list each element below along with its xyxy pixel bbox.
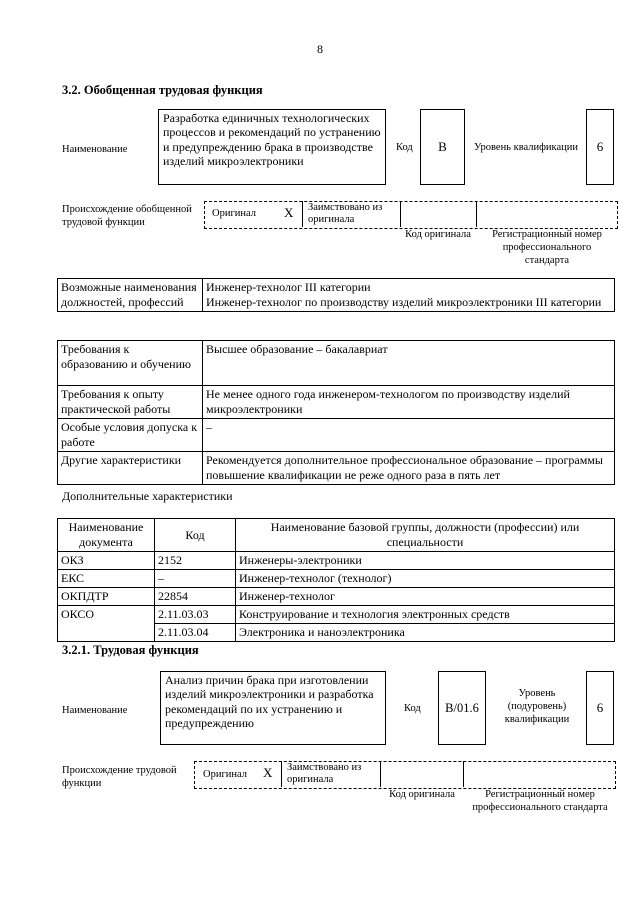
position-line: Инженер-технолог III категории	[206, 280, 371, 294]
original-label: Оригинал	[212, 208, 256, 219]
code-value: B/01.6	[445, 700, 479, 715]
level-value-box	[586, 671, 614, 745]
subsection-heading: 3.2.1. Трудовая функция	[62, 643, 199, 657]
positions-table	[57, 278, 615, 312]
requirement-value: Высшее образование – бакалавриат	[203, 341, 615, 386]
requirement-label: Требования к опыту практической работы	[58, 386, 203, 419]
requirement-label: Другие характеристики	[58, 452, 203, 485]
level-value: 6	[596, 139, 604, 154]
code-value-box	[438, 671, 486, 745]
divider	[476, 201, 477, 227]
borrowed-label: Заимствовано из оригинала	[308, 202, 383, 226]
positions-value	[203, 279, 615, 312]
function-name-text: Анализ причин брака при изготовлении изделий микроэлектроники и разработка рекомендаций по их устранению и предупреждению	[165, 673, 374, 731]
table-row	[58, 519, 615, 552]
cell-doc	[58, 624, 155, 642]
cell-name: Конструирование и технология электронных средств	[236, 606, 615, 624]
level-label: Уровень квалификации	[474, 142, 579, 153]
header-name: Наименование базовой группы, должности (профессии) или специальности	[236, 519, 615, 552]
origin-row	[194, 761, 616, 789]
additional-title: Дополнительные характеристики	[62, 489, 233, 503]
header-document: Наименование документа	[58, 519, 155, 552]
page-number: 8	[317, 42, 323, 56]
requirements-table	[57, 340, 615, 485]
cell-code: 2.11.03.04	[155, 624, 236, 642]
requirement-value: Не менее одного года инженером-технологом по производству изделий микроэлектроники	[203, 386, 615, 419]
reg-number-caption: Регистрационный номер профессионального стандарта	[492, 229, 602, 267]
cell-doc: ОКСО	[58, 606, 155, 624]
section-heading: 3.2. Обобщенная трудовая функция	[62, 83, 263, 97]
borrowed-label: Заимствовано из оригинала	[287, 762, 362, 786]
origin-row	[204, 201, 618, 229]
original-label: Оригинал	[203, 769, 247, 780]
level-value: 6	[596, 700, 604, 715]
original-mark: X	[284, 205, 294, 220]
cell-doc: ОКЗ	[58, 552, 155, 570]
positions-label: Возможные наименования должностей, профессий	[58, 279, 203, 312]
original-mark: X	[263, 765, 273, 780]
table-row	[58, 588, 615, 606]
code-value: B	[438, 139, 447, 154]
code-value-box	[420, 109, 465, 185]
name-label: Наименование	[62, 705, 128, 716]
cell-code: 22854	[155, 588, 236, 606]
table-row	[58, 341, 615, 386]
code-label: Код	[396, 142, 413, 153]
cell-name: Инженер-технолог	[236, 588, 615, 606]
header-code: Код	[155, 519, 236, 552]
divider	[380, 761, 381, 787]
requirement-value: Рекомендуется дополнительное профессиональное образование – программы повышение квалификации не реже одного раза в пять лет	[203, 452, 615, 485]
table-row	[58, 386, 615, 419]
name-label: Наименование	[62, 144, 128, 155]
position-line: Инженер-технолог по производству изделий микроэлектроники III категории	[206, 295, 602, 309]
divider	[400, 201, 401, 227]
table-row	[58, 624, 615, 642]
cell-name: Инженеры-электроники	[236, 552, 615, 570]
code-label: Код	[404, 703, 421, 714]
table-row	[58, 452, 615, 485]
reg-number-caption: Регистрационный номер профессионального стандарта	[472, 789, 608, 814]
cell-doc: ЕКС	[58, 570, 155, 588]
level-value-box	[586, 109, 614, 185]
function-name-box	[158, 109, 386, 185]
code-original-caption: Код оригинала	[405, 229, 471, 240]
cell-doc: ОКПДТР	[58, 588, 155, 606]
level-label: Уровень (подуровень) квалификации	[504, 688, 570, 726]
cell-name: Инженер-технолог (технолог)	[236, 570, 615, 588]
table-row	[58, 419, 615, 452]
cell-name: Электроника и наноэлектроника	[236, 624, 615, 642]
additional-table	[57, 518, 615, 642]
table-row	[58, 552, 615, 570]
function-name-text: Разработка единичных технологических процессов и рекомендаций по устранению и предупреждению брака в производстве изделий микроэлектроники	[163, 111, 381, 169]
table-row	[58, 279, 615, 312]
table-row	[58, 606, 615, 624]
divider	[302, 201, 303, 227]
requirement-label: Особые условия допуска к работе	[58, 419, 203, 452]
origin-label: Происхождение трудовой функции	[62, 765, 177, 789]
table-row	[58, 570, 615, 588]
cell-code: –	[155, 570, 236, 588]
origin-label: Происхождение обобщенной трудовой функции	[62, 204, 192, 228]
function-name-box	[160, 671, 386, 745]
cell-code: 2.11.03.03	[155, 606, 236, 624]
requirement-value: –	[203, 419, 615, 452]
divider	[281, 761, 282, 787]
cell-code: 2152	[155, 552, 236, 570]
divider	[463, 761, 464, 787]
requirement-label: Требования к образованию и обучению	[58, 341, 203, 386]
code-original-caption: Код оригинала	[389, 789, 455, 800]
